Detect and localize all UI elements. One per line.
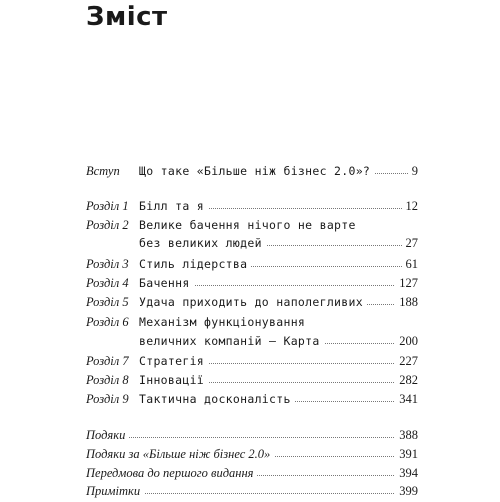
entry-label: Розділ 5 — [86, 295, 129, 309]
toc-entry-chapter-1[interactable] — [0, 199, 500, 217]
entry-title: Бачення — [139, 276, 194, 290]
page-number: 12 — [402, 199, 419, 214]
toc-entry-chapter-6-cont[interactable] — [0, 334, 500, 352]
page-number: 341 — [395, 392, 418, 407]
toc-entry-chapter-3[interactable] — [0, 257, 500, 275]
entry-title: Стратегія — [139, 354, 208, 368]
toc-entry-chapter-5[interactable] — [0, 295, 500, 313]
entry-title: Примітки — [86, 484, 144, 499]
entry-label: Розділ 1 — [86, 199, 129, 213]
entry-label: Розділ 6 — [86, 315, 129, 329]
toc-entry-chapter-8[interactable] — [0, 373, 500, 391]
page-number: 394 — [395, 466, 418, 481]
entry-title: Інновації — [139, 373, 208, 387]
toc-entry-chapter-4[interactable] — [0, 276, 500, 294]
page-title: Зміст — [86, 2, 168, 32]
toc-entry-acknowledgements-2[interactable] — [0, 447, 500, 465]
toc-entry-chapter-2-cont[interactable] — [0, 236, 500, 254]
toc-entry-preface[interactable] — [0, 466, 500, 484]
entry-title: Удача приходить до наполегливих — [139, 295, 367, 309]
page-number: 127 — [395, 276, 418, 291]
entry-label: Розділ 9 — [86, 392, 129, 406]
page-number: 282 — [395, 373, 418, 388]
entry-title: Подяки за «Більше ніж бізнес 2.0» — [86, 447, 274, 462]
entry-title: Що таке «Більше ніж бізнес 2.0»? — [139, 164, 374, 178]
toc-entry-chapter-6[interactable] — [0, 315, 500, 333]
entry-title: Велике бачення нічого не варте — [139, 218, 360, 232]
toc-entry-intro[interactable] — [0, 164, 500, 182]
dot-leader — [86, 437, 410, 438]
toc-entry-chapter-2[interactable] — [0, 218, 500, 236]
entry-title-continuation: без великих людей — [139, 236, 266, 250]
entry-title-continuation: величних компаній — Карта — [139, 334, 324, 348]
entry-label: Розділ 8 — [86, 373, 129, 387]
page-number: 388 — [395, 428, 418, 443]
entry-label: Вступ — [86, 164, 120, 178]
entry-label: Розділ 4 — [86, 276, 129, 290]
entry-label: Розділ 2 — [86, 218, 129, 232]
toc-entry-notes[interactable] — [0, 484, 500, 502]
page-number: 399 — [395, 484, 418, 499]
entry-title: Білл та я — [139, 199, 208, 213]
entry-title: Подяки — [86, 428, 129, 443]
page-number: 9 — [408, 164, 418, 179]
toc-entry-acknowledgements[interactable] — [0, 428, 500, 446]
page-number: 61 — [402, 257, 419, 272]
entry-title: Стиль лідерства — [139, 257, 251, 271]
entry-label: Розділ 7 — [86, 354, 129, 368]
toc-entry-chapter-7[interactable] — [0, 354, 500, 372]
entry-title: Механізм функціонування — [139, 315, 309, 329]
entry-title: Тактична досконалість — [139, 392, 295, 406]
page-number: 227 — [395, 354, 418, 369]
page-number: 188 — [395, 295, 418, 310]
page-number: 391 — [395, 447, 418, 462]
page-number: 27 — [402, 236, 419, 251]
page-number: 200 — [395, 334, 418, 349]
entry-label: Розділ 3 — [86, 257, 129, 271]
toc-entry-chapter-9[interactable] — [0, 392, 500, 410]
entry-title: Передмова до першого видання — [86, 466, 257, 481]
